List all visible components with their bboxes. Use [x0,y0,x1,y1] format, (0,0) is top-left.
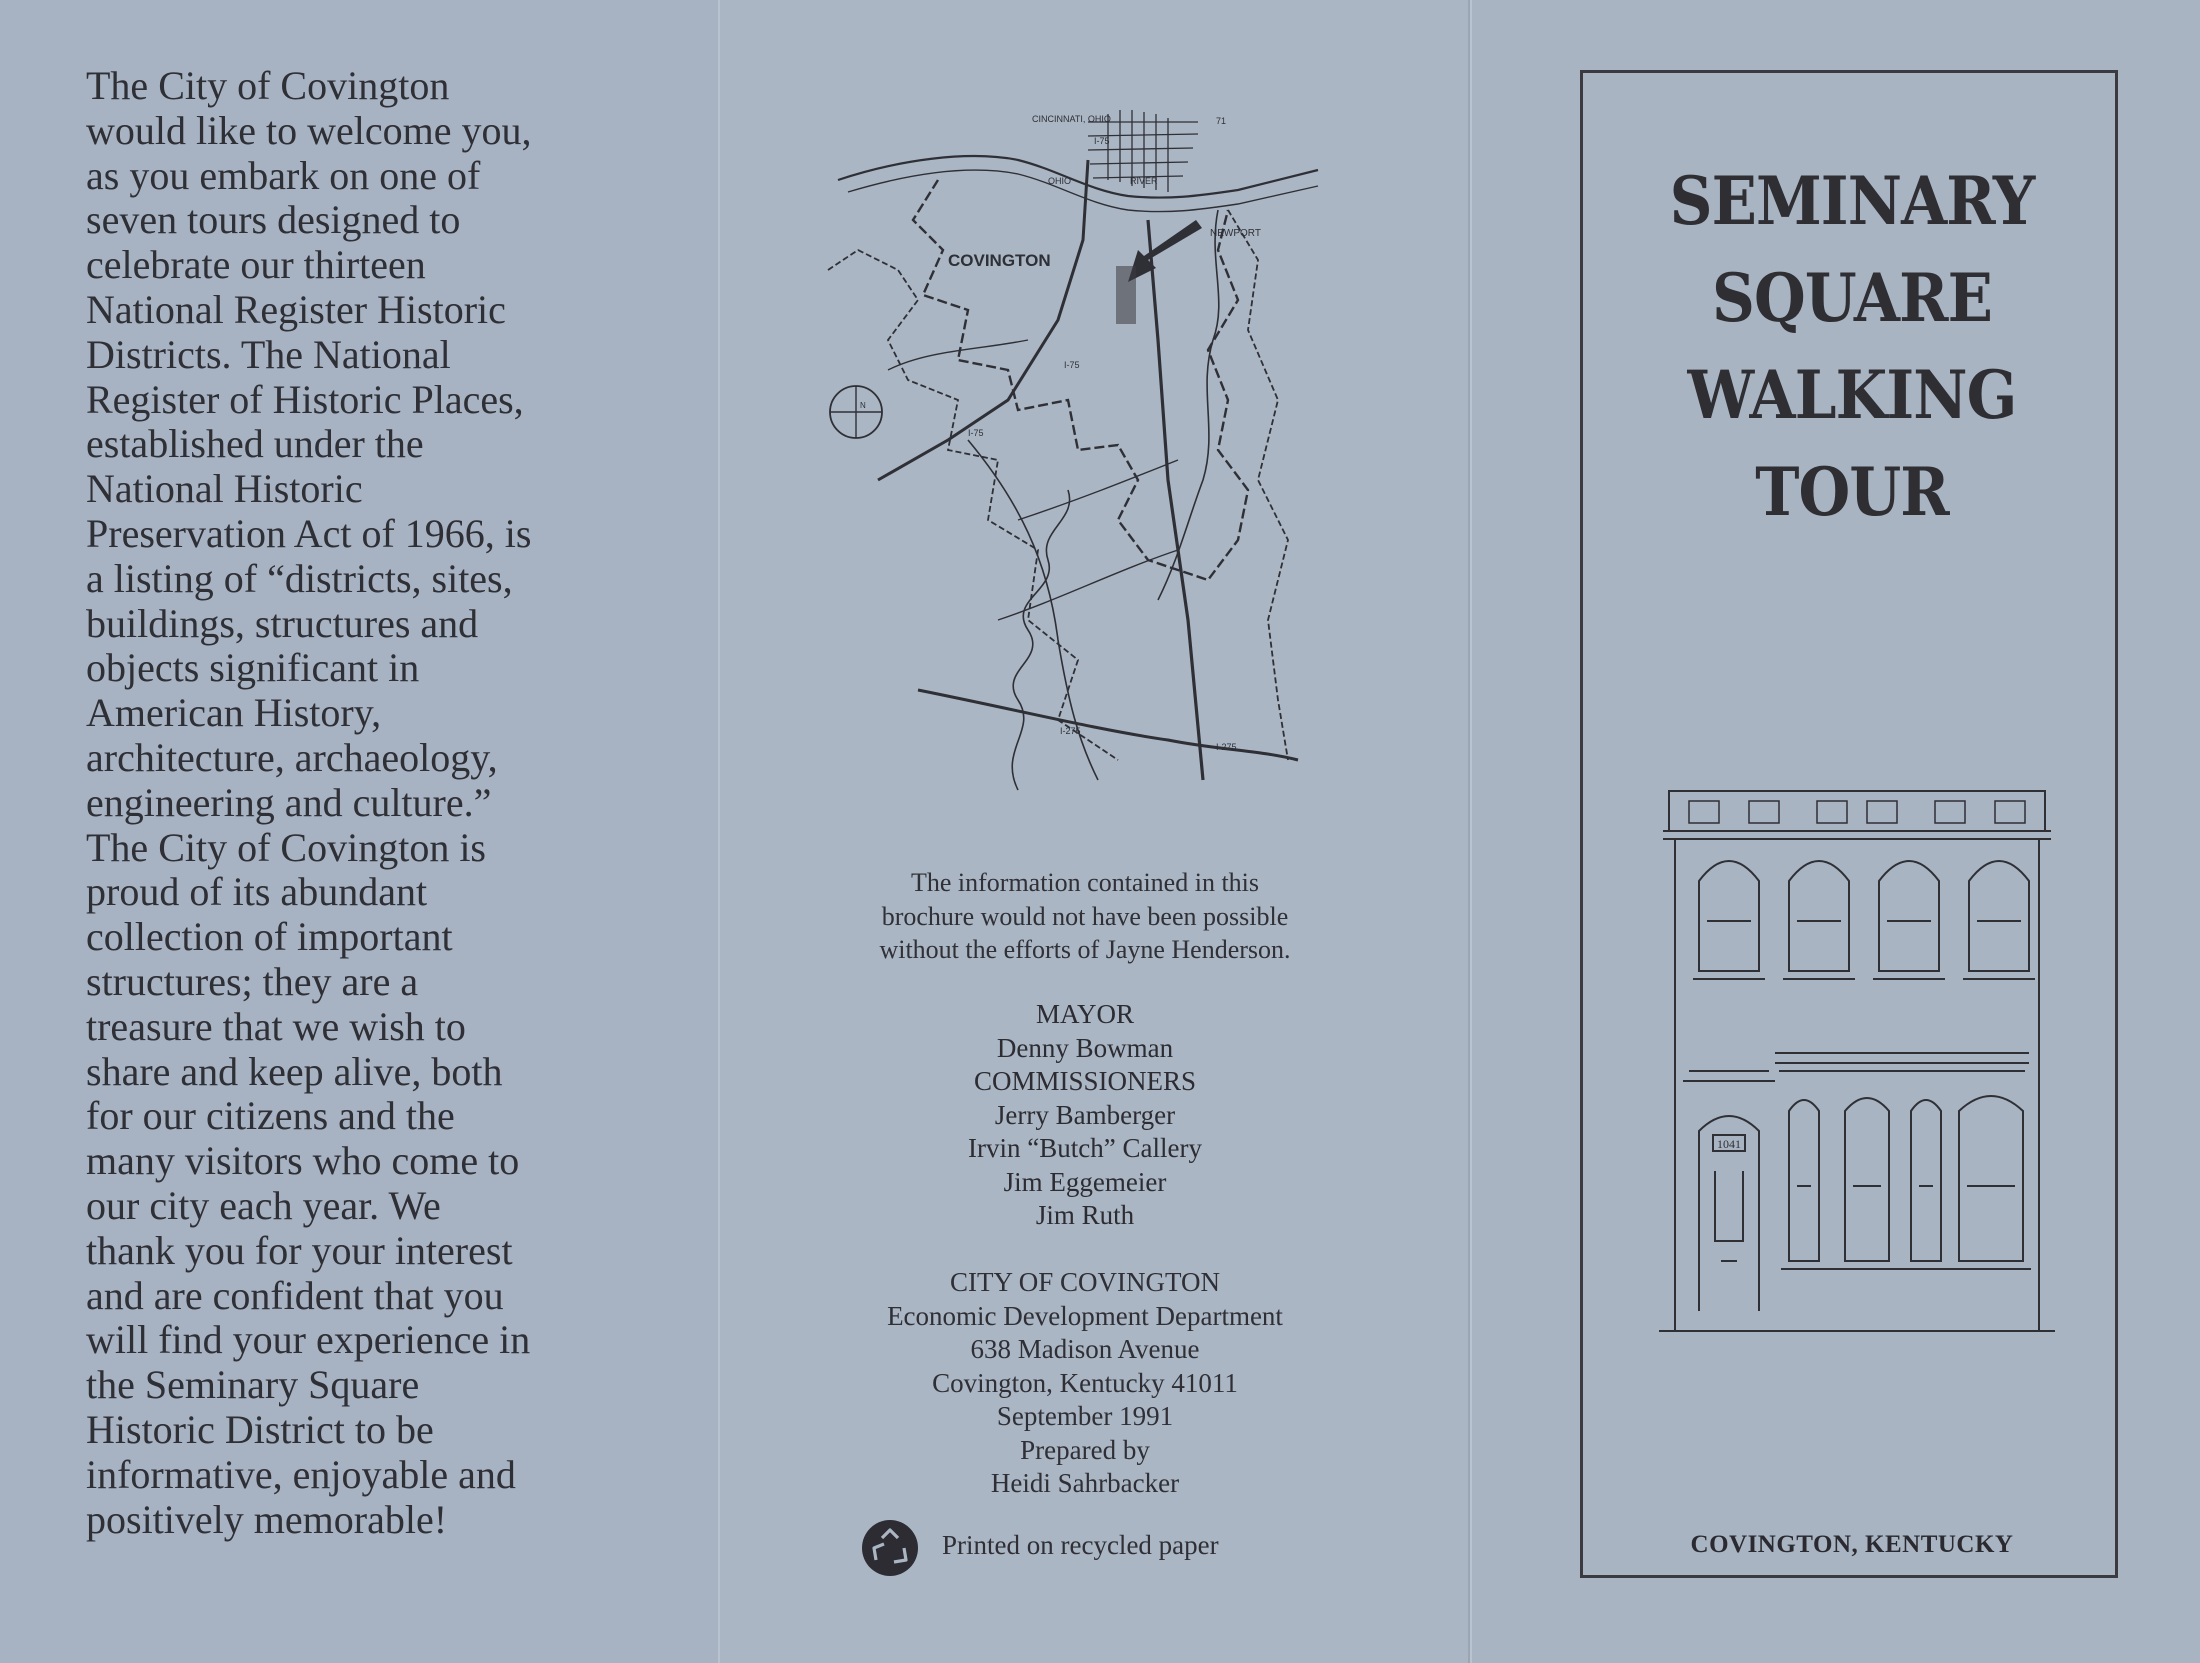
welcome-line: will find your experience in [86,1317,531,1363]
city-line: 638 Madison Avenue [970,1334,1200,1364]
title-line: SQUARE [1712,259,1992,337]
map-label-river: RIVER [1130,176,1158,186]
welcome-line: established under the [86,421,424,467]
title-line: WALKING [1687,356,2017,434]
commissioner-name: Irvin “Butch” Callery [968,1133,1202,1163]
city-line: September 1991 [996,1401,1174,1431]
welcome-line: seven tours designed to [86,197,461,243]
map-label-i75: I-75 [1094,136,1110,146]
city-address [780,1266,1390,1501]
welcome-line: share and keep alive, both [86,1048,503,1094]
welcome-line: celebrate our thirteen [86,242,426,288]
credit-line: without the efforts of Jayne Henderson. [879,935,1291,964]
welcome-line: structures; they are a [86,958,419,1004]
acknowledgement [780,866,1390,967]
creek [1012,490,1069,790]
welcome-panel [0,0,718,1663]
welcome-line: would like to welcome you, [86,107,532,153]
welcome-line: as you embark on one of [86,152,481,198]
city-boundary [913,180,1248,580]
welcome-line: The City of Covington [86,63,450,108]
welcome-line: National Historic [86,466,363,512]
map-label-cincinnati: CINCINNATI, OHIO [1032,114,1111,124]
cover-frame [1580,70,2118,1578]
welcome-line: proud of its abundant [86,869,428,915]
welcome-line: architecture, archaeology, [86,734,498,780]
map-label-i275: I-275 [1216,742,1237,752]
cover-panel [1470,0,2200,1663]
welcome-line: Register of Historic Places, [86,376,524,422]
welcome-line: treasure that we wish to [86,1003,466,1049]
map-label-newport: NEWPORT [1210,228,1261,239]
building-illustration [1649,771,2065,1341]
city-line: CITY OF COVINGTON [950,1267,1220,1297]
welcome-line: The City of Covington is [86,824,486,870]
map-label-covington: COVINGTON [948,251,1051,270]
welcome-line: collection of important [86,914,453,960]
title-line: TOUR [1755,453,1949,531]
credit-line: brochure would not have been possible [881,901,1289,931]
city-line: Prepared by [1020,1434,1150,1465]
map-label-i275: I-275 [1060,726,1081,736]
welcome-line: a listing of “districts, sites, [86,555,513,601]
welcome-line: positively memorable! [86,1496,448,1542]
district-map [818,100,1338,800]
recycled-text: Printed on recycled paper [942,1530,1219,1560]
welcome-line: many visitors who come to [86,1138,520,1184]
welcome-line: buildings, structures and [86,600,479,646]
welcome-line: Preservation Act of 1966, is [86,510,532,556]
storefront-windows [1781,1096,2031,1269]
recycle-icon [860,1518,920,1578]
welcome-line: American History, [86,690,382,736]
upper-windows [1693,861,2035,979]
district-arrow [1128,220,1202,282]
welcome-line: and are confident that you [86,1272,504,1318]
interstate-275 [918,690,1298,760]
map-label-ohio: OHIO [1048,176,1072,186]
city-line: Economic Development Department [887,1300,1283,1331]
map-label-i75: I-75 [1064,360,1080,370]
credit-line: The information contained in this [910,868,1260,897]
cover-title [1610,153,2094,541]
welcome-line: engineering and culture.” [86,779,492,825]
welcome-text [86,64,626,1542]
commissioner-name: Jim Eggemeier [1003,1166,1167,1197]
mayor-heading: MAYOR [1035,999,1135,1029]
city-officials [780,998,1390,1233]
welcome-line: thank you for your interest [86,1227,513,1273]
house-number: 1041 [1717,1137,1741,1151]
commissioners-heading: COMMISSIONERS [973,1066,1197,1096]
city-line: Heidi Sahrbacker [990,1468,1180,1498]
mayor-name: Denny Bowman [996,1032,1174,1063]
welcome-line: Districts. The National [86,331,451,377]
licking-river [1158,210,1219,600]
welcome-line: Historic District to be [86,1406,434,1452]
city-line: Covington, Kentucky 41011 [932,1367,1238,1398]
welcome-line: objects significant in [86,645,420,691]
title-line: SEMINARY [1669,162,2035,240]
welcome-line: the Seminary Square [86,1362,420,1408]
credits-panel [718,0,1470,1663]
welcome-line: informative, enjoyable and [86,1451,516,1497]
commissioner-name: Jim Ruth [1035,1200,1135,1230]
welcome-line: our city each year. We [86,1182,441,1228]
welcome-line: for our citizens and the [86,1093,455,1139]
welcome-line: National Register Historic [86,286,506,332]
county-line [828,250,1118,760]
map-label-i75: I-75 [968,428,984,438]
district-highlight [1116,266,1136,324]
recycled-notice [860,1516,1340,1578]
entrance-door [1683,1071,1775,1311]
map-label-71: 71 [1216,116,1227,126]
commissioner-name: Jerry Bamberger [994,1099,1176,1130]
cover-location: COVINGTON, KENTUCKY [1690,1531,2014,1558]
map-label-north: N [860,401,866,410]
